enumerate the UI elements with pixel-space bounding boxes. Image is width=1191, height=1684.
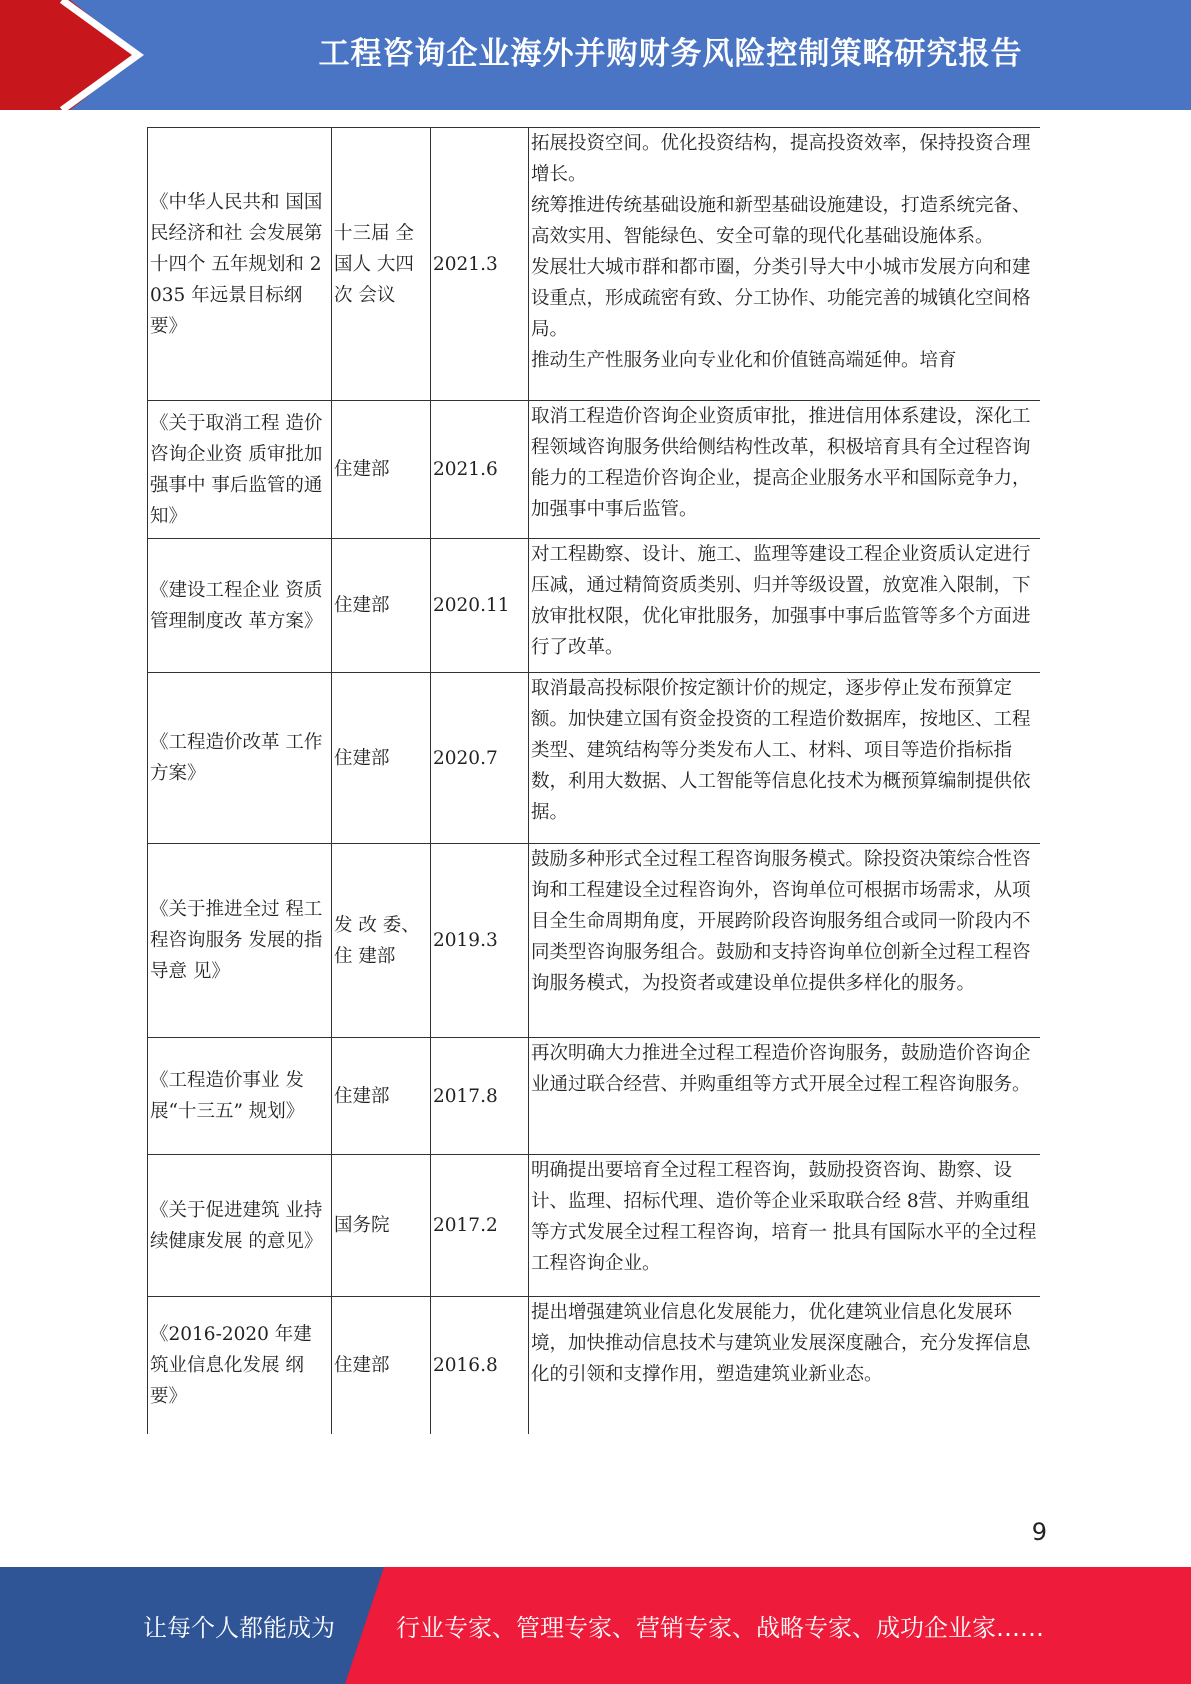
issuer-cell [332, 844, 431, 1038]
table-row [148, 539, 1040, 673]
table-row [148, 844, 1040, 1038]
date-cell [431, 844, 529, 1038]
policy-name-cell [148, 128, 332, 401]
policy-name-cell [148, 1155, 332, 1297]
page-footer [0, 1567, 1191, 1684]
issuer-text: 国务院 [334, 1215, 390, 1236]
policy-name-text: 《关于推进全过 程工程咨询服务 发展的指导意 见》 [150, 899, 323, 982]
footer-slogan-left: 让每个人都能成为 [143, 1614, 335, 1642]
policy-name-cell [148, 673, 332, 844]
issuer-cell [332, 128, 431, 401]
table-row [148, 1155, 1040, 1297]
date-text: 2021.3 [433, 253, 498, 275]
policy-name-text: 《建设工程企业 资质管理制度改 革方案》 [150, 579, 323, 632]
policy-name-text: 《工程造价改革 工作方案》 [150, 732, 323, 784]
description-text: 鼓励多种形式全过程工程咨询服务模式。除投资决策综合性咨询和工程建设全过程咨询外，咨询单位可根据市场需求，从项目全生命周期角度，开展跨阶段咨询服务组合或同一阶段内不同类型咨询服务组合。鼓励和支持咨询单位创新全过程工程咨询服务模式，为投资者或建设单位提供多样化的服务。 [531, 849, 1031, 994]
description-text: 对工程勘察、设计、施工、监理等建设工程企业资质认定进行压减，通过精简资质类别、归并等级设置，放宽准入限制，下放审批权限，优化审批服务，加强事中事后监管等多个方面进行了改革。 [531, 544, 1031, 658]
description-text: 明确提出要培育全过程工程咨询，鼓励投资咨询、勘察、设计、监理、招标代理、造价等企业采取联合经 8营、并购重组等方式发展全过程工程咨询，培育一 批具有国际水平的全过程工程咨询企业。 [531, 1160, 1037, 1274]
date-text: 2021.6 [433, 459, 498, 480]
date-cell [431, 539, 529, 673]
issuer-text: 发 改 委、住 建部 [334, 914, 420, 967]
description-cell [529, 401, 1040, 539]
description-cell [529, 1297, 1040, 1435]
date-cell [431, 1297, 529, 1435]
table-body [148, 128, 1040, 1435]
issuer-text: 住建部 [334, 459, 390, 480]
policy-name-text: 《中华人民共和 国国民经济和社 会发展第十四个 五年规划和 2035 年远景目标纲 要》 [150, 191, 323, 337]
report-title: 工程咨询企业海外并购财务风险控制策略研究报告 [318, 35, 1023, 72]
description-text: 取消工程造价咨询企业资质审批，推进信用体系建设，深化工程领域咨询服务供给侧结构性改革，积极培育具有全过程咨询能力的工程造价咨询企业，提高企业服务水平和国际竞争力，加强事中事后监管。 [531, 406, 1031, 520]
description-text: 拓展投资空间。优化投资结构，提高投资效率，保持投资合理增长。 统筹推进传统基础设施和新型基础设施建设，打造系统完备、高效实用、智能绿色、安全可靠的现代化基础设施体系。 发展壮大城市群和都市圈，分类引导大中小城市发展方向和建设重点，形成疏密有致、分工协作、功能完善的城镇化空间格局。 推动生产性服务业向专业化和价值链高端延伸。培育 [531, 133, 1031, 371]
policy-name-cell [148, 1297, 332, 1435]
issuer-cell [332, 539, 431, 673]
date-text: 2017.8 [433, 1085, 498, 1107]
policy-name-text: 《工程造价事业 发展“十三五” 规划》 [150, 1070, 305, 1122]
issuer-cell [332, 1297, 431, 1435]
description-text: 再次明确大力推进全过程工程造价咨询服务，鼓励造价咨询企业通过联合经营、并购重组等方式开展全过程工程咨询服务。 [531, 1043, 1031, 1095]
page-number: 9 [1031, 1518, 1047, 1546]
chevron-arrow-decoration [0, 0, 160, 110]
date-cell [431, 128, 529, 401]
description-text: 取消最高投标限价按定额计价的规定，逐步停止发布预算定额。加快建立国有资金投资的工程造价数据库，按地区、工程类型、建筑结构等分类发布人工、材料、项目等造价指标指数，利用大数据、人工智能等信息化技术为概预算编制提供依据。 [531, 678, 1031, 823]
policy-name-cell [148, 539, 332, 673]
policy-name-cell [148, 401, 332, 539]
date-cell [431, 1038, 529, 1155]
issuer-text: 住建部 [334, 595, 390, 616]
date-text: 2016.8 [433, 1355, 498, 1376]
date-cell [431, 1155, 529, 1297]
date-text: 2019.3 [433, 930, 498, 951]
policy-name-cell [148, 1038, 332, 1155]
policy-name-text: 《2016-2020 年建 筑业信息化发展 纲要》 [150, 1324, 312, 1407]
footer-slogan-right: 行业专家、管理专家、营销专家、战略专家、成功企业家…… [396, 1614, 1044, 1642]
issuer-cell [332, 673, 431, 844]
table-row [148, 128, 1040, 401]
description-cell [529, 128, 1040, 401]
policy-name-text: 《关于取消工程 造价咨询企业资 质审批加强事中 事后监管的通 知》 [150, 412, 323, 527]
policy-name-text: 《关于促进建筑 业持续健康发展 的意见》 [150, 1199, 323, 1252]
date-cell [431, 673, 529, 844]
table-row [148, 1038, 1040, 1155]
page-header [0, 0, 1191, 110]
date-cell [431, 401, 529, 539]
policy-name-cell [148, 844, 332, 1038]
issuer-text: 十三届 全国人 大四次 会议 [334, 222, 414, 306]
issuer-text: 住建部 [334, 1355, 390, 1376]
date-text: 2020.11 [433, 595, 510, 616]
issuer-text: 住建部 [334, 747, 390, 769]
issuer-cell [332, 1038, 431, 1155]
policy-table [147, 127, 1040, 1434]
issuer-cell [332, 1155, 431, 1297]
description-cell [529, 1038, 1040, 1155]
description-text: 提出增强建筑业信息化发展能力，优化建筑业信息化发展环境，加快推动信息技术与建筑业发展深度融合，充分发挥信息化的引领和支撑作用，塑造建筑业新业态。 [531, 1302, 1031, 1385]
issuer-text: 住建部 [334, 1085, 390, 1107]
description-cell [529, 1155, 1040, 1297]
issuer-cell [332, 401, 431, 539]
table-row [148, 673, 1040, 844]
date-text: 2017.2 [433, 1215, 498, 1236]
date-text: 2020.7 [433, 747, 498, 769]
description-cell [529, 673, 1040, 844]
description-cell [529, 844, 1040, 1038]
description-cell [529, 539, 1040, 673]
table-row [148, 401, 1040, 539]
table-row [148, 1297, 1040, 1435]
